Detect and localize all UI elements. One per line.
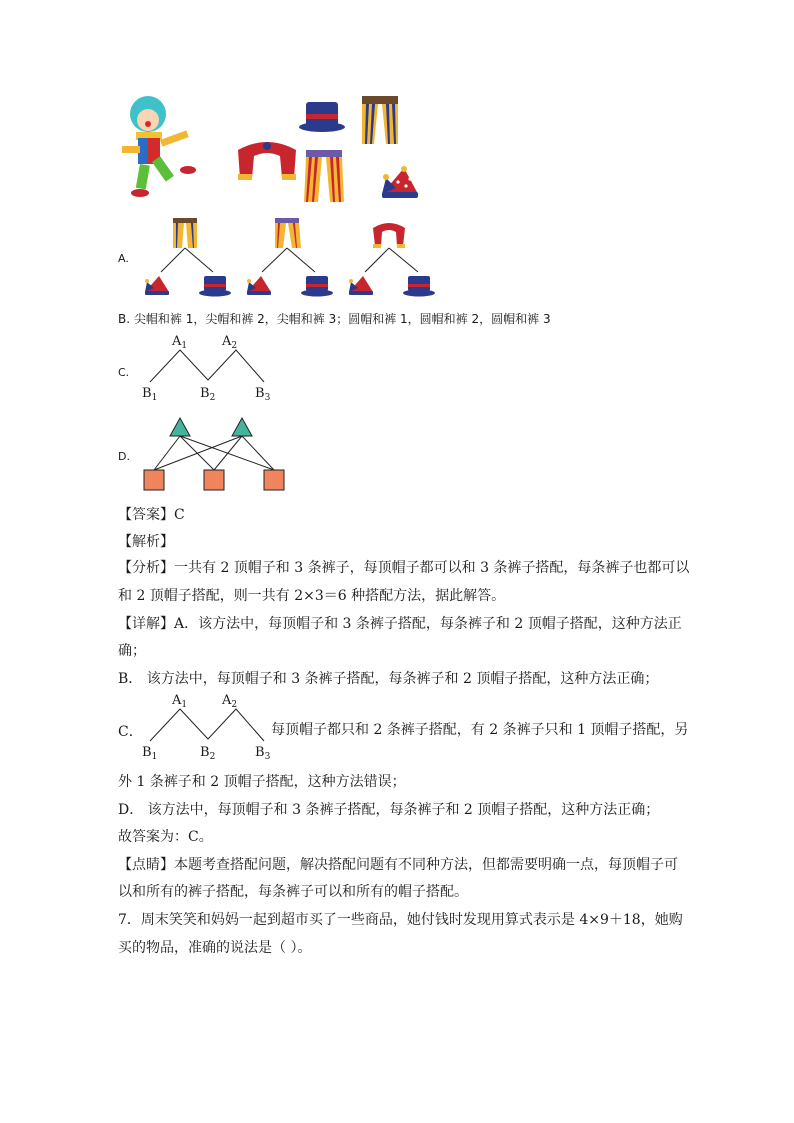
pointed-hat-icon xyxy=(378,166,422,200)
c-label-b2: $B_2$ xyxy=(200,386,216,403)
round-hat-icon xyxy=(298,100,346,134)
dianjing-tag: 【点睛】 xyxy=(118,857,174,873)
pants-1-icon xyxy=(356,96,404,146)
option-b-label: B. xyxy=(118,312,131,326)
pants-2-icon xyxy=(275,218,301,248)
option-b-text: 尖帽和裤 1，尖帽和裤 2，尖帽和裤 3；圆帽和裤 1，圆帽和裤 2，圆帽和裤 3 xyxy=(133,312,551,326)
option-d-bipartite-diagram xyxy=(138,412,298,496)
dianjing-line-2: 以和所有的裤子搭配，每条裤子可以和所有的帽子搭配。 xyxy=(118,884,468,900)
xiangjie-line-c2: 外 1 条裤子和 2 顶帽子搭配，这种方法错误； xyxy=(118,774,406,790)
conclusion-line: 故答案为：C。 xyxy=(118,829,213,845)
question-7-line-2: 买的物品，准确的说法是（ ）。 xyxy=(118,940,312,956)
xj-label-b2: $B_2$ xyxy=(200,745,216,762)
square-shape-3 xyxy=(264,470,284,490)
fenxi-tag: 【分析】 xyxy=(118,560,174,576)
clown-illustration xyxy=(118,96,208,200)
round-hat-icon xyxy=(301,276,333,297)
round-hat-icon xyxy=(199,276,231,297)
triangle-shape-2 xyxy=(232,418,252,436)
pants-1-icon xyxy=(173,218,197,248)
c-label-b3: $B_3$ xyxy=(255,386,271,403)
triangle-shape-1 xyxy=(170,418,190,436)
option-a-tree-diagram xyxy=(135,212,455,302)
xiangjie-c-label: C． xyxy=(118,724,143,740)
c-label-a2: $A_2$ xyxy=(222,334,238,351)
option-d-label: D. xyxy=(118,450,130,463)
pants-3-icon xyxy=(373,223,405,248)
round-hat-icon xyxy=(403,276,435,297)
tree-lines xyxy=(161,248,418,272)
xiangjie-tag: 【详解】 xyxy=(118,616,174,632)
pants-3-icon xyxy=(236,140,298,182)
fenxi-line-1: 【分析】一共有 2 顶帽子和 3 条裤子，每顶帽子都可以和 3 条裤子搭配，每条裤子也都可以 xyxy=(118,560,690,576)
fenxi-line-2: 和 2 顶帽子搭配，则一共有 2×3＝6 种搭配方法，据此解答。 xyxy=(118,588,506,604)
option-b-line xyxy=(118,309,551,329)
xiangjie-line-a1: 【详解】A．该方法中，每顶帽子和 3 条裤子搭配，每条裤子和 2 顶帽子搭配，这种方法正 xyxy=(118,616,682,632)
connector-lines xyxy=(154,436,274,470)
pointed-hat-icon xyxy=(349,276,373,295)
pointed-hat-icon xyxy=(145,276,169,295)
xiangjie-line-a2: 确； xyxy=(118,643,146,659)
xiangjie-line-c1: 每顶帽子都只和 2 条裤子搭配，有 2 条裤子只和 1 顶帽子搭配，另 xyxy=(271,722,689,738)
answer-tag: 【答案】 xyxy=(118,507,174,523)
xj-label-b1: $B_1$ xyxy=(142,745,158,762)
pants-2-icon xyxy=(300,150,348,204)
clown-icon xyxy=(118,96,208,200)
dianjing-line-1: 【点睛】本题考查搭配问题，解决搭配问题有不同种方法，但都需要明确一点，每顶帽子可 xyxy=(118,857,678,873)
option-c-label: C. xyxy=(118,366,130,379)
xj-label-a2: $A_2$ xyxy=(222,693,238,710)
analysis-tag: 【解析】 xyxy=(118,534,174,550)
square-shape-2 xyxy=(204,470,224,490)
xiangjie-line-b: B． 该方法中，每顶帽子和 3 条裤子搭配，每条裤子和 2 顶帽子搭配，这种方法正确； xyxy=(118,671,659,687)
question-7-line-1: 7．周末笑笑和妈妈一起到超市买了一些商品，她付钱时发现用算式表示是 4×9＋18，她购 xyxy=(118,912,683,928)
xj-label-b3: $B_3$ xyxy=(255,745,271,762)
c-label-a1: $A_1$ xyxy=(172,334,188,351)
c-label-b1: $B_1$ xyxy=(142,386,158,403)
square-shape-1 xyxy=(144,470,164,490)
answer-value: C xyxy=(174,507,185,523)
xj-label-a1: $A_1$ xyxy=(172,693,188,710)
option-a-label: A. xyxy=(118,252,129,265)
pointed-hat-icon xyxy=(247,276,271,295)
xiangjie-line-d: D． 该方法中，每顶帽子和 3 条裤子搭配，每条裤子和 2 顶帽子搭配，这种方法正确； xyxy=(118,802,660,818)
answer-line xyxy=(118,505,185,525)
